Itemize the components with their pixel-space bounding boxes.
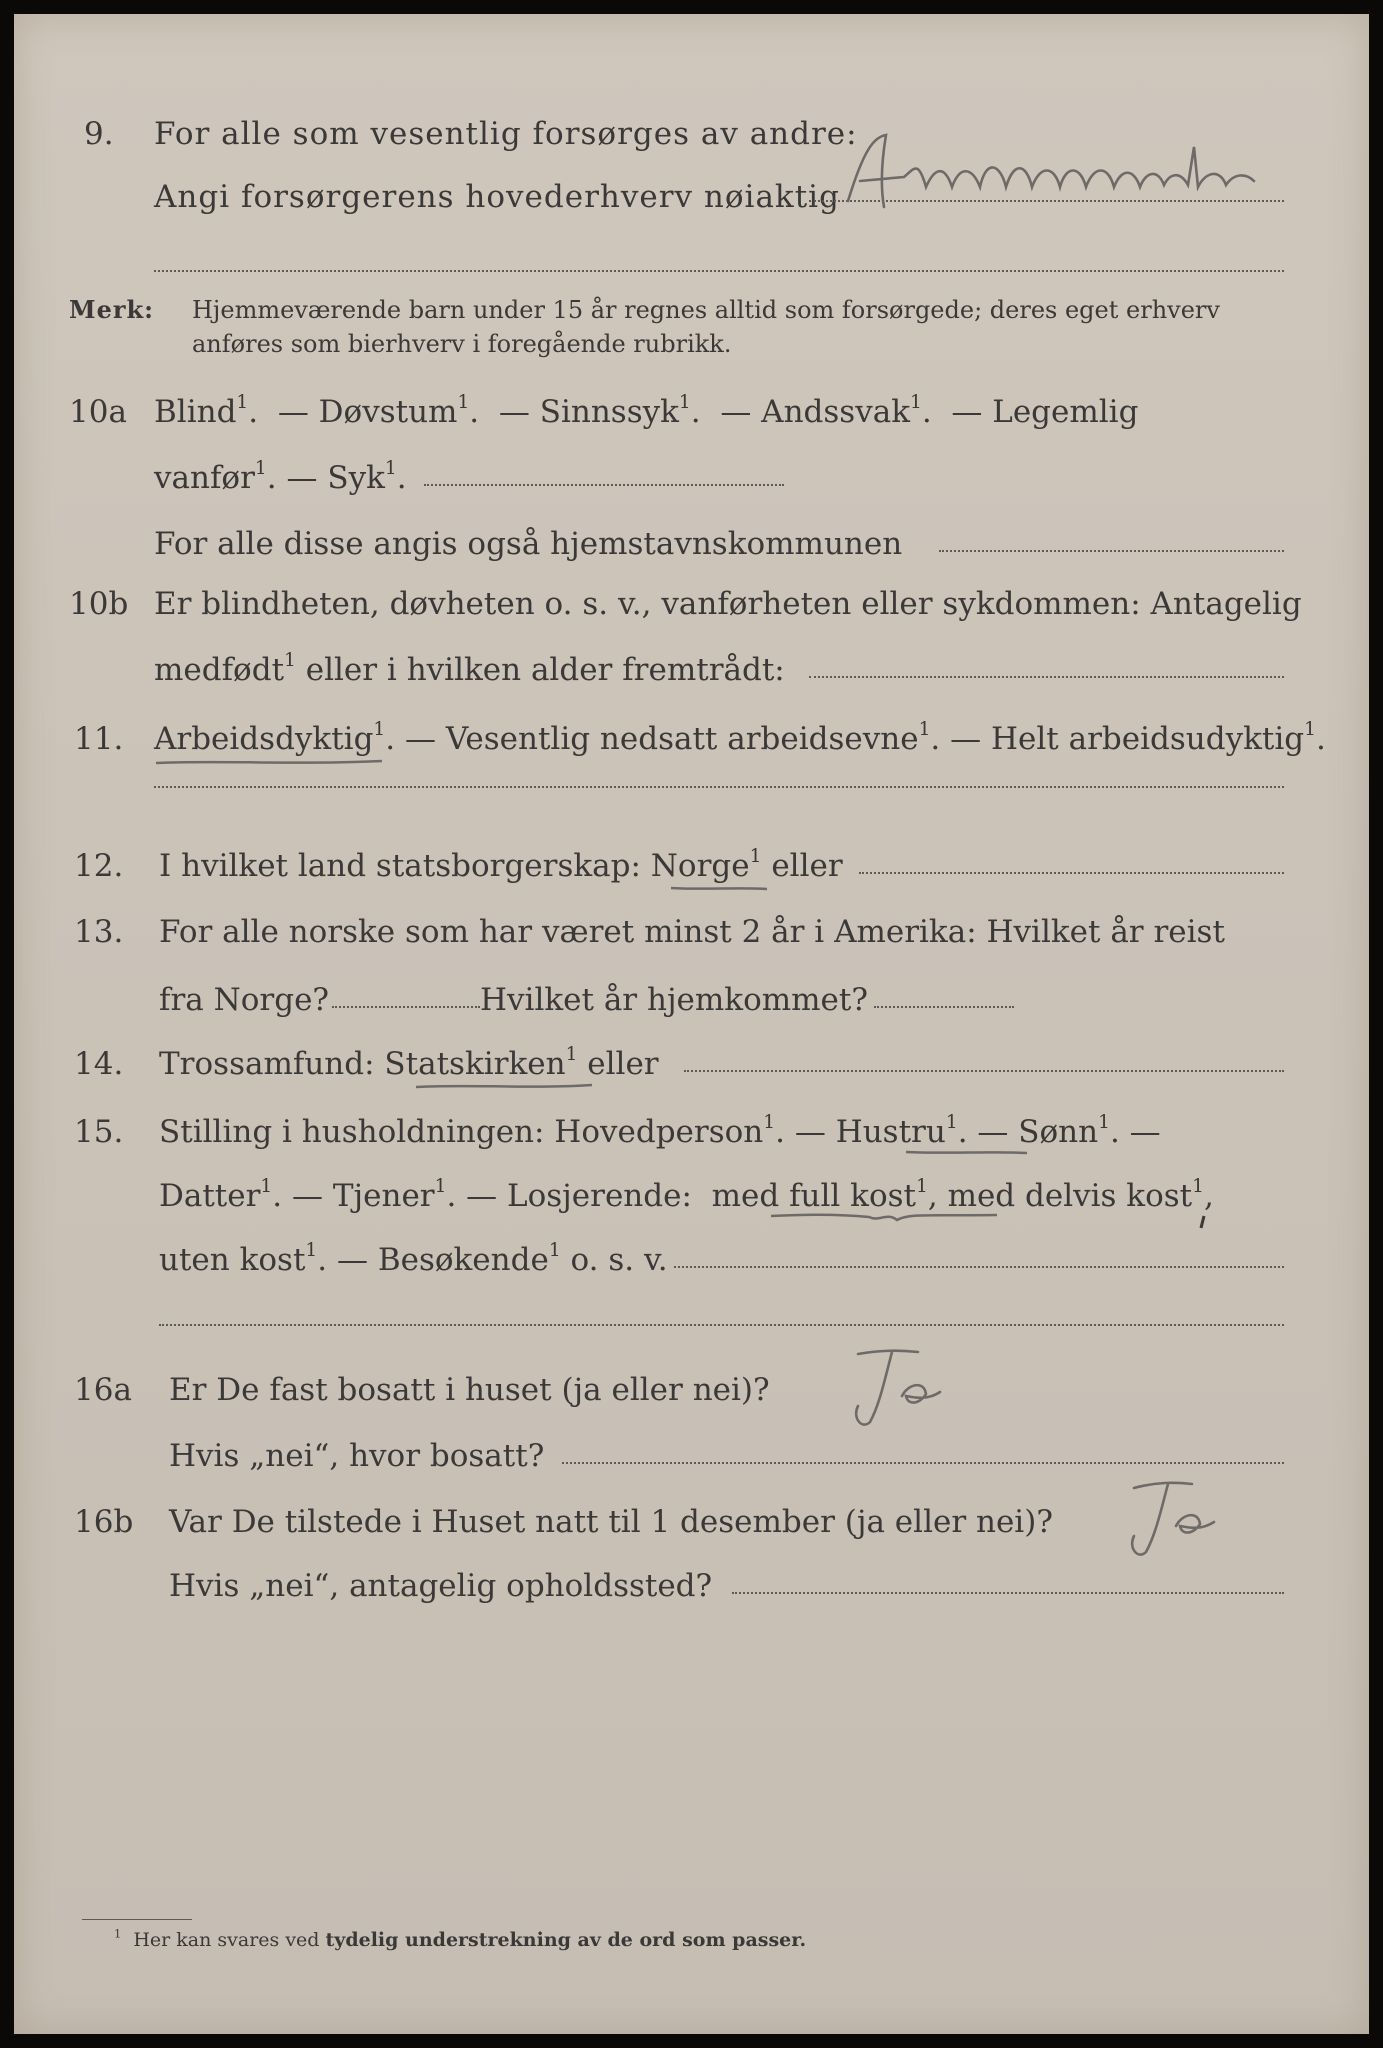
q16b-line2: Hvis „nei“, antagelig opholdssted? [169,1568,713,1604]
q10a-hjemstavn-line [939,550,1284,552]
q10b-line1: Er blindheten, døvheten o. s. v., vanførheten eller sykdommen: Antagelig [154,586,1302,622]
q12-line: I hvilket land statsborgerskap: Norge$^1$ eller [159,846,843,884]
q13-reist-line [332,1006,480,1008]
q11-line: Arbeidsdyktig$^1$. — Vesentlig nedsatt arbeidsevne$^1$. — Helt arbeidsudyktig$^1$. [154,719,1326,757]
q15-line2: Datter$^1$. — Tjener$^1$. — Losjerende: med full kost$^1$, med delvis kost$^1$, [159,1176,1214,1214]
q16a-number: 16a [74,1372,132,1408]
census-form-page [14,14,1369,2034]
q10a-line3: For alle disse angis også hjemstavnskommunen [154,526,903,562]
q15-med-full-kost: med full kost [711,1178,917,1214]
q16b-answer-line [732,1592,1284,1594]
q10a-legemlig: — Legemlig [951,394,1139,430]
q9-line2: Angi forsørgerens hovederhverv nøiaktig [154,179,840,215]
pencil-mark-dot [1198,1214,1208,1234]
q9-handwritten-answer [834,129,1274,223]
q10a-dovstum: — Døvstum [277,394,458,430]
q10b-line2: medfødt$^1$ eller i hvilken alder fremtrådt: [154,650,785,688]
q15-medfull-underline [769,1210,999,1224]
q9-number: 9. [84,116,114,152]
q15-line3: uten kost$^1$. — Besøkende$^1$ o. s. v. [159,1240,668,1278]
q9-extra-line [154,270,1284,272]
q16b-line1: Var De tilstede i Huset natt til 1 desember (ja eller nei)? [169,1504,1053,1540]
q10a-vanfor: vanfør [154,460,255,496]
q11-arbeidsdyktig: Arbeidsdyktig [154,721,374,757]
q11-number: 11. [74,721,124,757]
q14-statskirken: Statskirken [384,1046,566,1082]
q10b-answer-line [809,676,1284,678]
merk-label: Merk: [69,295,154,324]
q10a-sinnssyk: — Sinnssyk [498,394,679,430]
q16a-line2: Hvis „nei“, hvor bosatt? [169,1438,545,1474]
q13-line1: For alle norske som har været minst 2 år i Amerika: Hvilket år reist [159,914,1225,950]
q16b-number: 16b [74,1504,134,1540]
q12-underline-mark [669,884,769,892]
q10b-number: 10b [69,586,129,622]
q16b-handwritten-answer [1112,1474,1232,1568]
q14-answer-line [684,1070,1284,1072]
q15-hustru: Hustru [835,1114,946,1150]
q15-number: 15. [74,1114,124,1150]
q9-line1: For alle som vesentlig forsørges av andre: [154,116,858,152]
q10a-blind: Blind [154,394,237,430]
merk-line2: anføres som bierhverv i foregående rubrikk. [192,330,732,358]
q13-number: 13. [74,914,124,950]
q12-number: 12. [74,848,124,884]
q14-underline-mark [414,1082,594,1090]
merk-line1: Hjemmeværende barn under 15 år regnes alltid som forsørgede; deres eget erhverv [192,296,1220,324]
q13-hjemkommet-line [874,1006,1014,1008]
q11-underline-mark [154,758,384,766]
footnote-mark: 1 [114,1926,122,1941]
q12-norge: Norge [650,848,750,884]
q10a-line2: vanfør$^1$. — Syk$^1$. [154,458,407,496]
q13-line2b: Hvilket år hjemkommet? [480,982,868,1018]
footnote-rule [82,1919,192,1920]
footnote [114,1926,807,1951]
q15-hustru-underline [904,1148,1029,1156]
q10a-syk-line [424,484,784,486]
q10a-syk: — Syk [286,460,385,496]
q12-answer-line [859,872,1284,874]
q11-extra-line [154,786,1284,788]
q10a-number: 10a [69,394,127,430]
footnote-text-a: Her kan svares ved [133,1929,320,1951]
q16a-answer-line [562,1462,1284,1464]
q10a-andssvak: — Andssvak [720,394,910,430]
q10a-line1: Blind$^1$. — Døvstum$^1$. — Sinnssyk$^1$. — Andssvak$^1$. — Legemlig [154,392,1139,430]
q13-line2a: fra Norge? [159,982,330,1018]
q15-extra-line [159,1324,1284,1326]
q14-number: 14. [74,1046,124,1082]
q14-line: Trossamfund: Statskirken$^1$ eller [159,1044,659,1082]
q15-answer-line [674,1266,1284,1268]
q16a-handwritten-answer [840,1344,960,1438]
q15-line1: Stilling i husholdningen: Hovedperson$^1$. — Hustru$^1$. — Sønn$^1$. — [159,1112,1161,1150]
q16a-line1: Er De fast bosatt i huset (ja eller nei)? [169,1372,770,1408]
footnote-text-b: tydelig understrekning av de ord som passer. [325,1929,807,1951]
